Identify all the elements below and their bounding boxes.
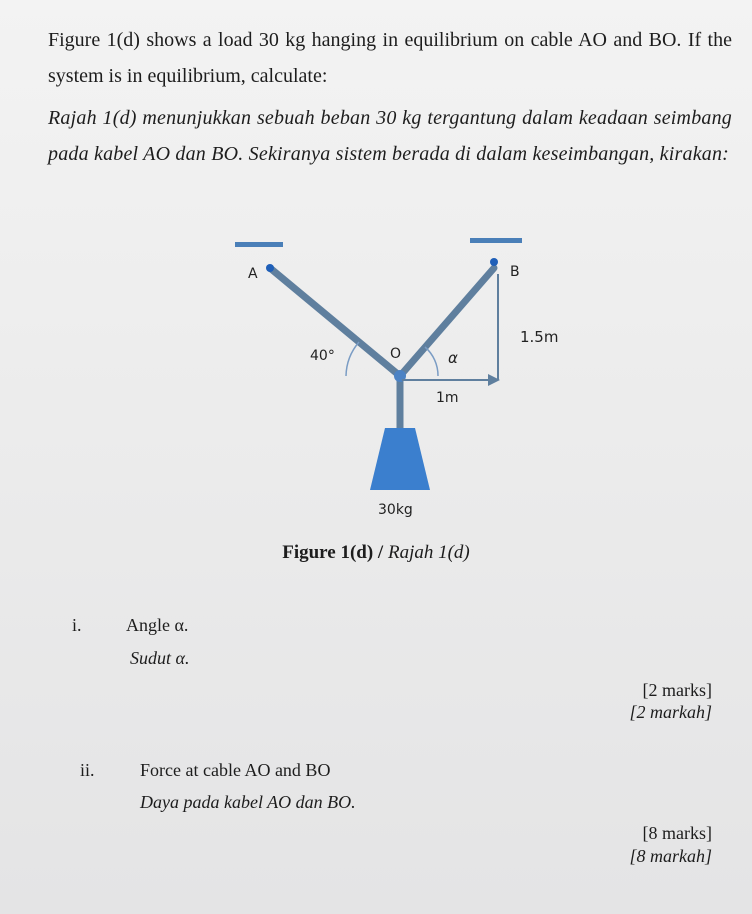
caption-main: Figure 1(d) / bbox=[282, 542, 388, 563]
label-b: B bbox=[510, 264, 520, 280]
pin-a bbox=[266, 264, 274, 272]
question-2-number: ii. bbox=[80, 760, 95, 780]
label-a: A bbox=[248, 266, 258, 282]
label-o: O bbox=[390, 346, 402, 362]
question-1-english: Angle α. bbox=[126, 615, 189, 635]
label-load: 30kg bbox=[378, 502, 413, 518]
label-dimension-1-5m: 1.5m bbox=[520, 328, 559, 346]
cable-bo bbox=[400, 268, 494, 376]
question-1-markah: [2 markah] bbox=[629, 702, 712, 722]
caption-italic: Rajah 1(d) bbox=[387, 542, 470, 563]
support-a bbox=[235, 242, 283, 247]
question-1-marks: [2 marks] bbox=[642, 680, 712, 700]
load-mass bbox=[370, 428, 430, 490]
label-angle-40: 40° bbox=[310, 348, 335, 364]
intro-english: Figure 1(d) shows a load 30 kg hanging in equilibrium on cable AO and BO. If the system is in equilibrium, calculate: bbox=[48, 29, 732, 87]
question-2-malay: Daya pada kabel AO dan BO. bbox=[140, 792, 356, 812]
figure-caption bbox=[0, 542, 752, 564]
label-angle-alpha: α bbox=[448, 349, 458, 367]
question-2-marks: [8 marks] bbox=[642, 823, 712, 843]
question-2-markah: [8 markah] bbox=[629, 846, 712, 866]
cable-ao bbox=[270, 268, 400, 376]
question-1-number: i. bbox=[72, 615, 82, 635]
support-b bbox=[470, 238, 522, 243]
intro-malay: Rajah 1(d) menunjukkan sebuah beban 30 kg tergantung dalam keadaan seimbang pada kabel AO dan BO. Sekiranya sistem berada di dalam keseimbangan, kirakan: bbox=[48, 107, 732, 165]
question-1-malay: Sudut α. bbox=[130, 648, 190, 668]
angle-alpha-arc bbox=[425, 347, 438, 376]
equilibrium-figure bbox=[230, 232, 570, 532]
pin-b bbox=[490, 258, 498, 266]
question-2-english: Force at cable AO and BO bbox=[140, 760, 331, 780]
label-dimension-1m: 1m bbox=[436, 390, 459, 406]
angle-40-arc bbox=[346, 342, 359, 376]
